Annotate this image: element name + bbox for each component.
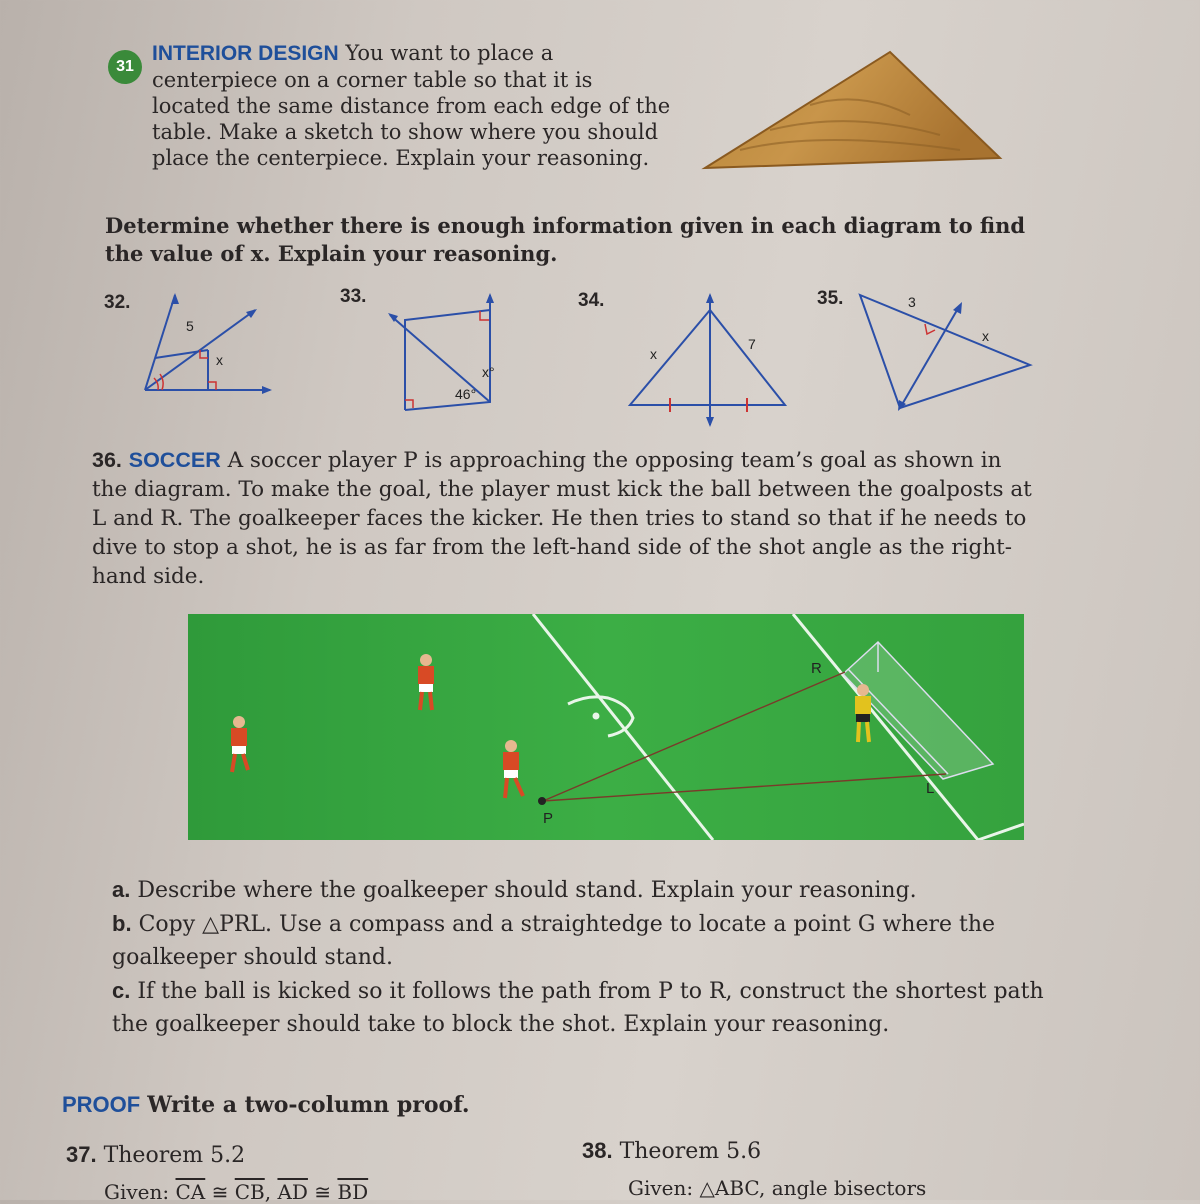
diagram-35-label-3: 3 xyxy=(908,294,916,310)
diagram-33-label-x: x° xyxy=(482,364,495,380)
problem-31-badge: 31 xyxy=(108,50,142,84)
theorem-38: 38. Theorem 5.6 xyxy=(582,1138,762,1164)
problem-36-number: 36. xyxy=(92,448,122,472)
theorem-37: 37. Theorem 5.2 xyxy=(66,1142,246,1168)
soccer-field-image xyxy=(188,614,1024,840)
diagram-33-number: 33. xyxy=(340,286,367,307)
corner-table-image xyxy=(700,40,1010,180)
proof-instruction: Write a two-column proof. xyxy=(147,1092,470,1118)
problem-36-heading: SOCCER xyxy=(128,448,221,472)
instructions: Determine whether there is enough information given in each diagram to find the value of x. Explain your reasoning. xyxy=(105,213,1026,266)
field-label-L: L xyxy=(926,780,935,797)
theorem-38-given: Given: △ABC, angle bisectors xyxy=(628,1176,927,1200)
diagram-35-label-x: x xyxy=(982,328,989,344)
diagram-32-number: 32. xyxy=(104,292,131,313)
part-c: c. If the ball is kicked so it follows the path from P to R, construct the shortest path the goalkeeper should take to block the shot. Explain your reasoning. xyxy=(112,978,1044,1037)
problem-31 xyxy=(152,40,672,171)
diagram-35 xyxy=(855,290,1045,415)
diagram-33 xyxy=(385,290,515,415)
diagram-32 xyxy=(140,290,280,400)
diagram-32-label-x: x xyxy=(216,352,223,368)
diagram-34-number: 34. xyxy=(578,290,605,311)
part-a: a. Describe where the goalkeeper should stand. Explain your reasoning. xyxy=(112,877,917,903)
problem-31-text: You want to place a centerpiece on a corner table so that it is located the same distance from each edge of the table. Make a sketch to show where you should place the centerpiece. Explain your reasoning. xyxy=(152,41,671,170)
field-label-R: R xyxy=(811,660,822,677)
problem-36 xyxy=(92,446,1042,591)
part-b: b. Copy △PRL. Use a compass and a straightedge to locate a point G where the goalkeeper should stand. xyxy=(112,911,996,970)
diagram-34-label-x: x xyxy=(650,346,657,362)
proof-heading xyxy=(62,1092,470,1118)
diagram-33-label-46: 46° xyxy=(455,386,477,402)
problem-36-parts xyxy=(112,873,1072,1041)
problem-31-heading: INTERIOR DESIGN xyxy=(152,42,339,65)
diagram-34-label-7: 7 xyxy=(748,336,756,352)
field-label-P: P xyxy=(543,810,554,827)
theorem-37-given: Given: $\overline{CA}$ ≅ $\overline{CB}$, $\overline{AD}$ ≅ $\overline{BD}$ xyxy=(104,1180,369,1204)
diagram-35-number: 35. xyxy=(817,288,844,309)
proof-keyword: PROOF xyxy=(62,1092,141,1117)
problem-36-text: A soccer player P is approaching the opposing team’s goal as shown in the diagram. To make the goal, the player must kick the ball between the goalposts at L and R. The goalkeeper faces the kicker. He then tries to stand so that if he needs to dive to stop a shot, he is as far from the left-hand side of the shot angle as the right-hand side. xyxy=(92,448,1032,589)
diagram-32-label-5: 5 xyxy=(186,318,194,334)
